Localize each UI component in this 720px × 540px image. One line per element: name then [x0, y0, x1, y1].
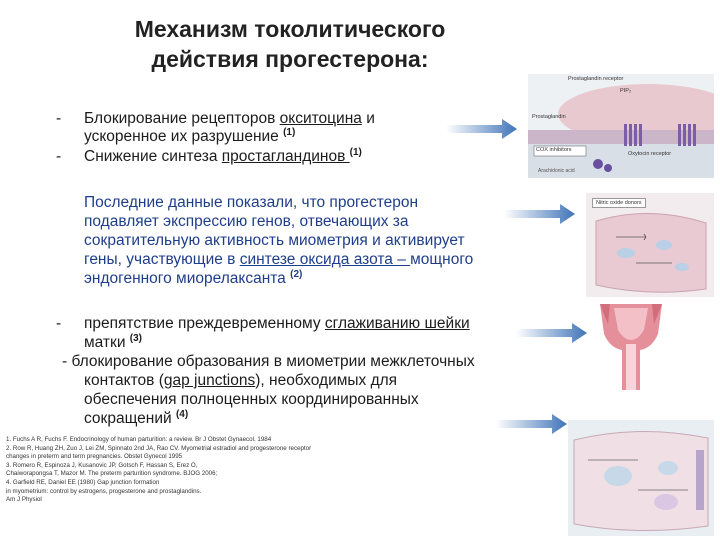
- arrow-right-icon: [496, 413, 568, 435]
- gap-line-2-end: ), необходимых для: [255, 372, 398, 389]
- gap-line-3: обеспечения полноценных координированных: [84, 391, 419, 408]
- nitric-oxide-diagram-image: [586, 193, 714, 297]
- prostaglandins-term: простагландинов: [221, 148, 350, 165]
- gap-line-1: - блокирование образования в миометрии межклеточных: [62, 353, 475, 370]
- reference-item: 1. Fuchs A R, Fuchs F. Endocrinology of human parturition: a review. Br J Obstet Gynaecol. 1984: [6, 436, 272, 443]
- fig1-label: PIP₂: [620, 88, 631, 94]
- gap-line-4: [84, 409, 188, 428]
- ref-marker: (3): [129, 332, 143, 344]
- references: [6, 436, 566, 505]
- gap-junction-diagram-image: [568, 420, 714, 536]
- cervix-svg: [596, 304, 666, 390]
- recent-line-2: подавляет экспрессию генов, отвечающих за: [84, 213, 409, 230]
- reference-item: 4. Garfield RE, Daniel EE (1980) Gap junction formation: [6, 478, 160, 486]
- reference-item: 3. Romero R, Espinoza J, Kusanovic JP, Gotsch F, Hassan S, Erez O,: [6, 461, 198, 469]
- arrow-right-icon: [446, 118, 518, 140]
- cervix-line-2-text: матки: [84, 334, 130, 351]
- fig1-label: COX inhibitors: [536, 147, 572, 153]
- gap-junction-svg: [568, 420, 714, 536]
- bullet-prostaglandins-text: Снижение синтеза: [84, 148, 222, 165]
- ref-marker: (2): [290, 268, 303, 280]
- fig1-label: Arachidonic acid: [538, 168, 575, 174]
- recent-line-4: [84, 250, 473, 269]
- title-line-2: действия прогестерона:: [151, 46, 429, 72]
- cervix-illustration-image: [596, 304, 666, 390]
- arrow-right-icon: [516, 322, 588, 344]
- bullet-dash-3: -: [56, 315, 62, 332]
- bullet-oxytocin-line2-text: ускоренное их разрушение: [84, 128, 284, 145]
- reference-item: Am J Physiol: [6, 496, 42, 504]
- bullet-oxytocin-end: и: [361, 110, 375, 127]
- fig2-label: Nitric oxide donors: [592, 198, 646, 208]
- title-line-1: Механизм токолитического: [134, 16, 446, 42]
- bullet-dash-1: -: [56, 110, 62, 127]
- receptor-diagram-image: [528, 74, 714, 178]
- cervix-line-1: [84, 314, 470, 333]
- ref-marker: (1): [283, 126, 296, 138]
- bullet-dash-2: -: [56, 148, 62, 165]
- reference-item: Chaiworapongsa T, Mazor M. The preterm parturition syndrome. BJOG 2006;: [6, 470, 218, 478]
- no-diagram-svg: [586, 193, 714, 297]
- gap-junctions-term: gap junctions: [163, 372, 256, 389]
- recent-line-4-text: гены, участвующие в: [84, 251, 240, 268]
- recent-line-5: [84, 269, 302, 288]
- recent-line-5-text: эндогенного миорелаксанта: [84, 270, 291, 287]
- bullet-oxytocin-text: Блокирование рецепторов: [84, 110, 280, 127]
- bullet-oxytocin: [84, 109, 375, 128]
- recent-line-3: сократительную активность миометрия и активирует: [84, 232, 465, 249]
- fig1-label: Prostaglandin receptor: [568, 76, 624, 82]
- reference-item: in myometrium: control by estrogens, progesterone and prostaglandins.: [6, 487, 202, 495]
- bullet-oxytocin-line2: [84, 127, 295, 146]
- bullet-prostaglandins: [84, 147, 362, 166]
- reference-item: changes in preterm and term pregnancies. Obstet Gynecol 1995: [6, 453, 183, 461]
- reference-item: 2. Row R, Huang ZH, Zuo J, Lei ZM, Spinnato 2nd JA, Rao CV. Myometrial estradiol and progesterone receptor: [6, 444, 312, 452]
- oxytocin-term: окситоцина: [279, 110, 362, 127]
- gap-line-2: [84, 371, 397, 390]
- recent-line-4-end: мощного: [410, 251, 474, 268]
- nitric-oxide-term: синтезе оксида азота –: [239, 251, 411, 268]
- cervix-ripening-term: сглаживанию шейки: [324, 315, 470, 332]
- cervix-line-1-text: препятствие преждевременному: [84, 315, 325, 332]
- cervix-line-2: [84, 333, 142, 352]
- ref-marker: (4): [175, 408, 189, 420]
- ref-marker: (1): [349, 146, 362, 158]
- arrow-right-icon: [504, 203, 576, 225]
- recent-line-1: Последние данные показали, что прогестерон: [84, 194, 419, 211]
- slide-title: [100, 14, 480, 74]
- fig1-label: Oxytocin receptor: [628, 151, 672, 157]
- fig1-label: Prostaglandin: [532, 114, 566, 120]
- gap-line-4-text: сокращений: [84, 410, 176, 427]
- gap-line-2-text: контактов (: [84, 372, 164, 389]
